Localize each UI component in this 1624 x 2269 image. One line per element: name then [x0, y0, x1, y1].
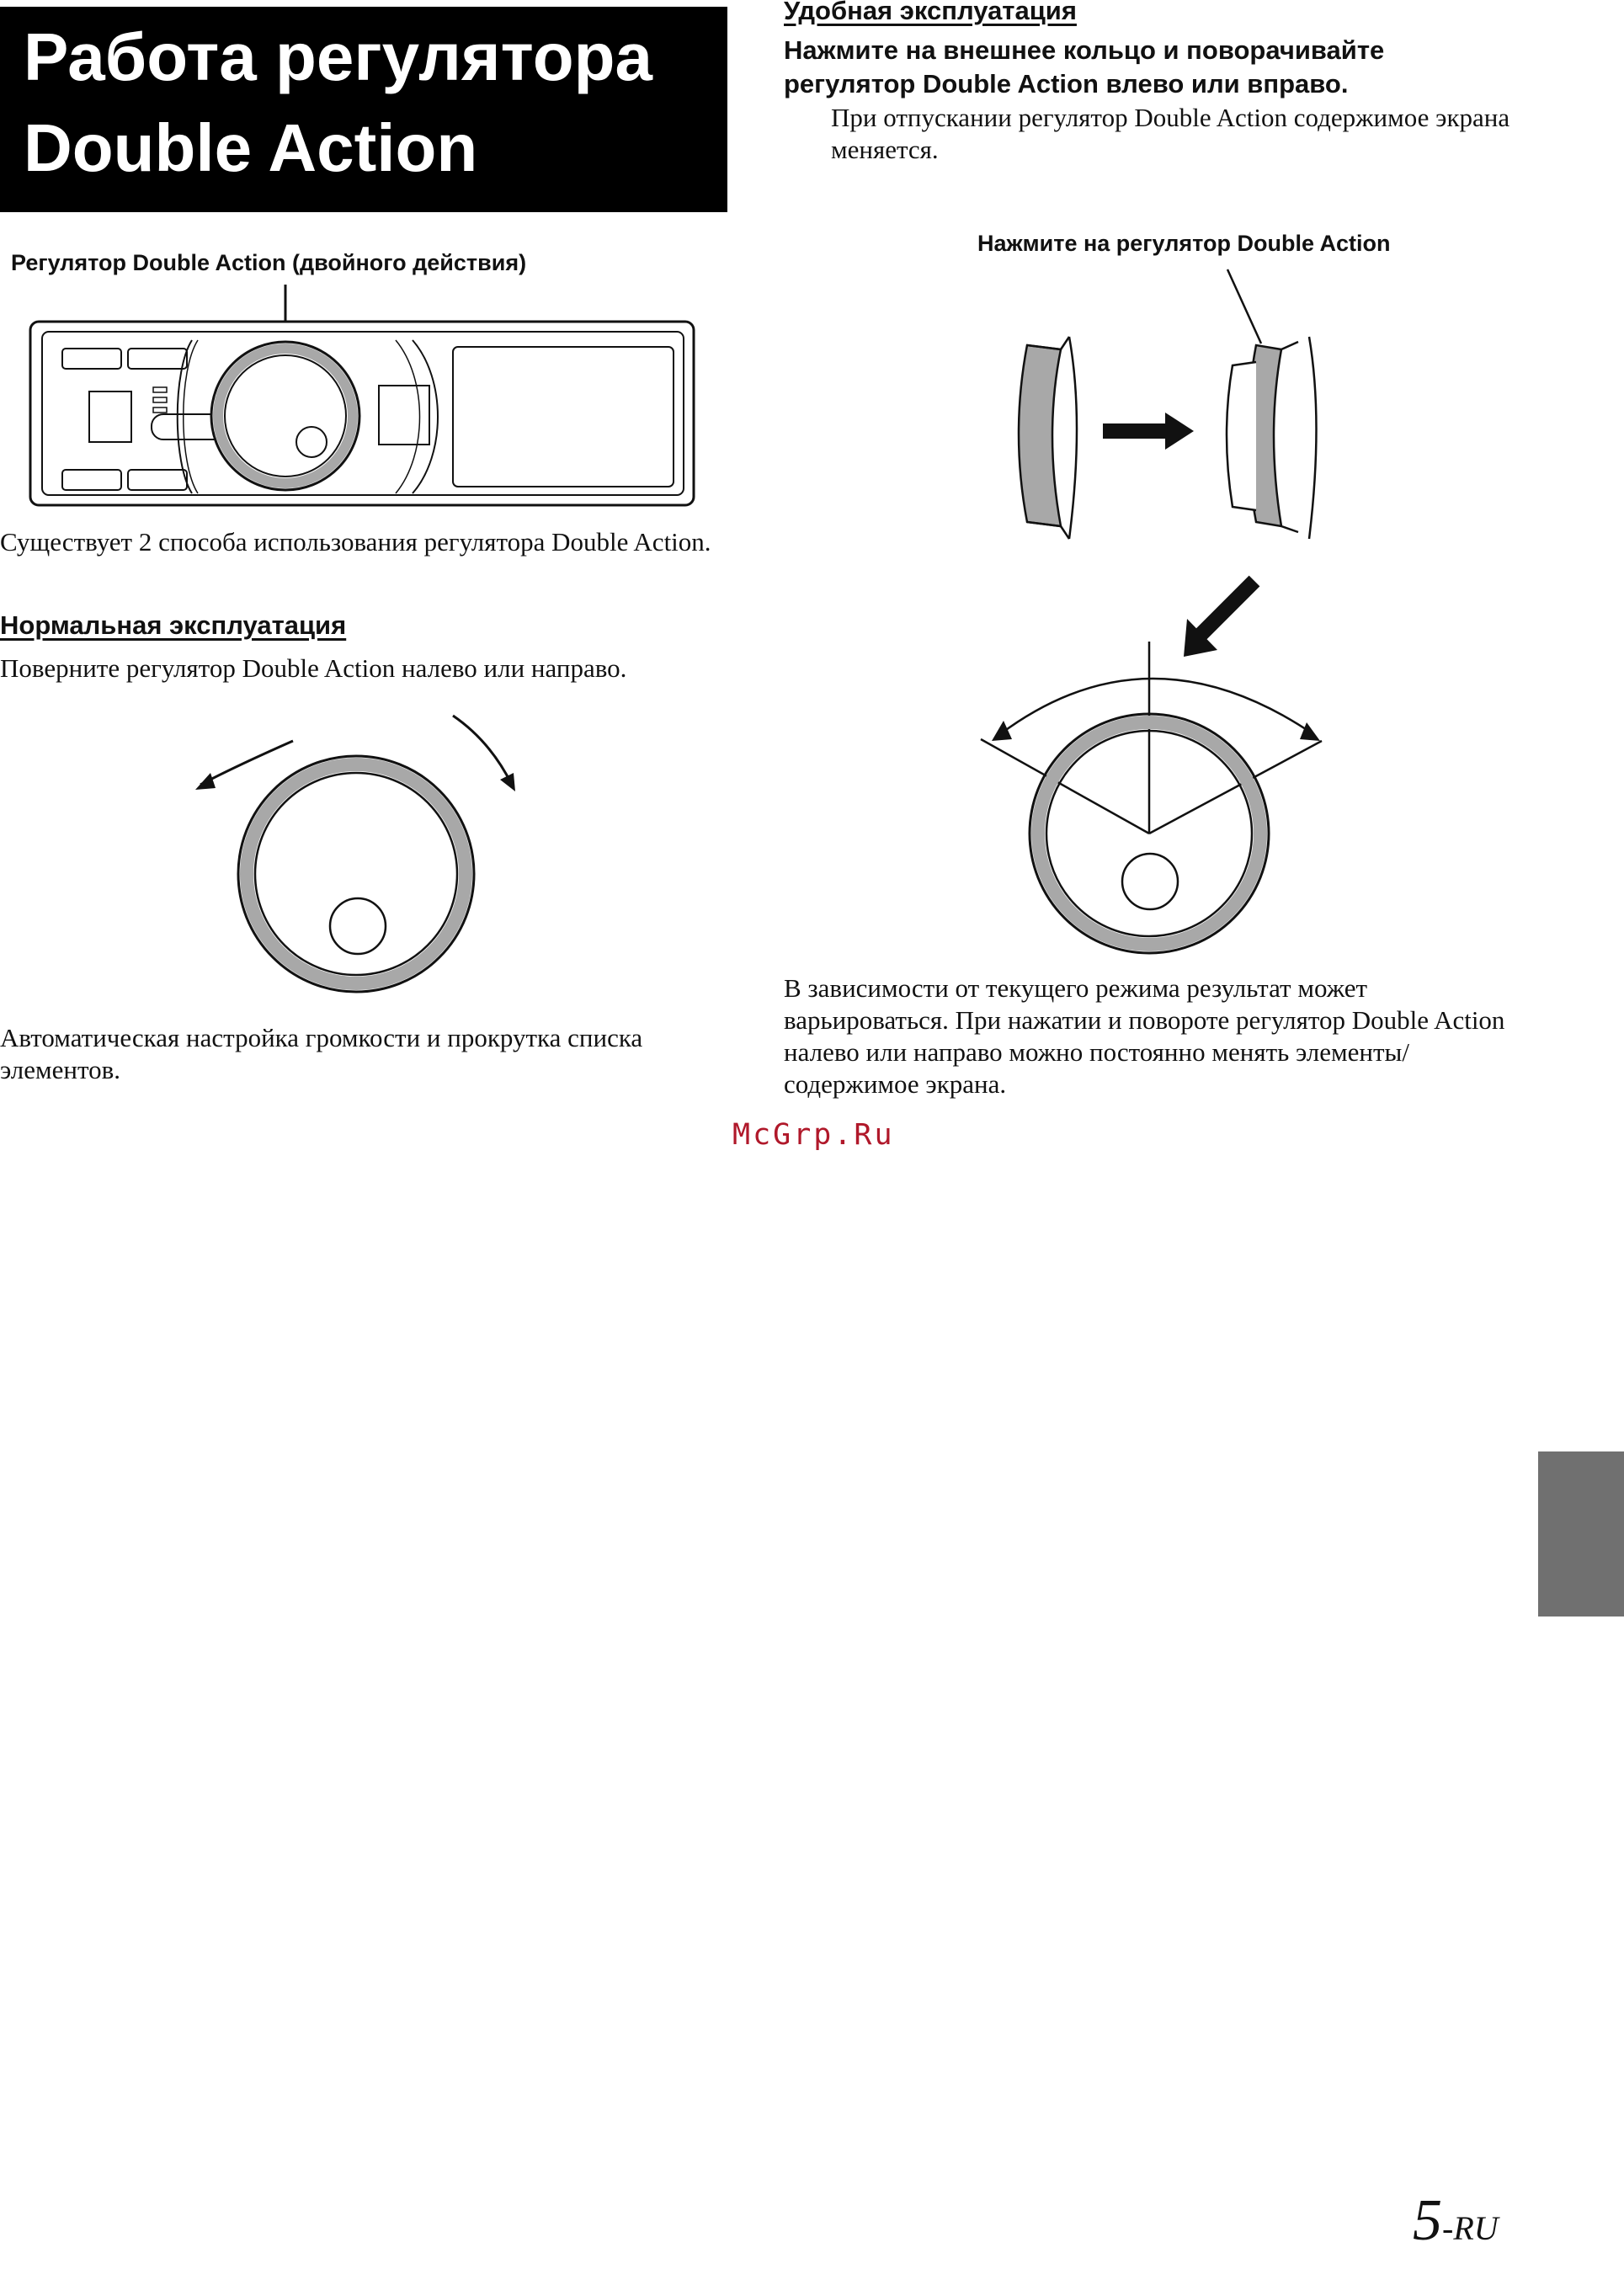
press-direction-arrow-icon — [1165, 413, 1194, 450]
intro-text: Существует 2 способа использования регулятора Double Action. — [0, 527, 711, 557]
rotate-left-arrow-icon — [195, 773, 216, 790]
normal-operation-result: Автоматическая настройка громкости и прокрутка списка элементов. — [0, 1023, 643, 1084]
step-note: При отпускании регулятор Double Action содержимое экрана меняется. — [831, 103, 1510, 164]
page-number — [1413, 2187, 1499, 2255]
knob-press-rotate-illustration — [977, 573, 1330, 977]
page-title-line1: Работа регулятора — [24, 19, 652, 94]
page-number-suffix: -RU — [1442, 2209, 1499, 2247]
page-number-digit: 5 — [1413, 2188, 1442, 2253]
normal-operation-heading: Нормальная эксплуатация — [0, 610, 347, 640]
convenient-operation-heading: Удобная эксплуатация — [784, 0, 1077, 25]
knob-press-illustration — [977, 253, 1330, 556]
rotate-left-arrow-icon — [992, 721, 1012, 741]
normal-operation-text: Поверните регулятор Double Action налево или направо. — [0, 653, 627, 683]
press-rotate-result: В зависимости от текущего режима результат может варьироваться. При нажатии и повороте регулятор Double Action налево или направо можно постоянно менять элементы/содержимое экрана. — [784, 973, 1505, 1099]
page-title — [24, 12, 722, 194]
page-title-line2: Double Action — [24, 110, 478, 185]
knob-rotation-illustration — [185, 707, 539, 1010]
section-side-tab — [1538, 1451, 1624, 1617]
step-instruction: Нажмите на внешнее кольцо и поворачивайте регулятор Double Action влево или вправо. — [784, 35, 1385, 99]
device-caption: Регулятор Double Action (двойного действия) — [11, 250, 527, 275]
rotate-right-arrow-icon — [1300, 722, 1320, 741]
device-front-panel-illustration — [25, 269, 699, 514]
press-caption: Нажмите на регулятор Double Action — [977, 231, 1391, 256]
watermark: McGrp.Ru — [732, 1118, 895, 1152]
